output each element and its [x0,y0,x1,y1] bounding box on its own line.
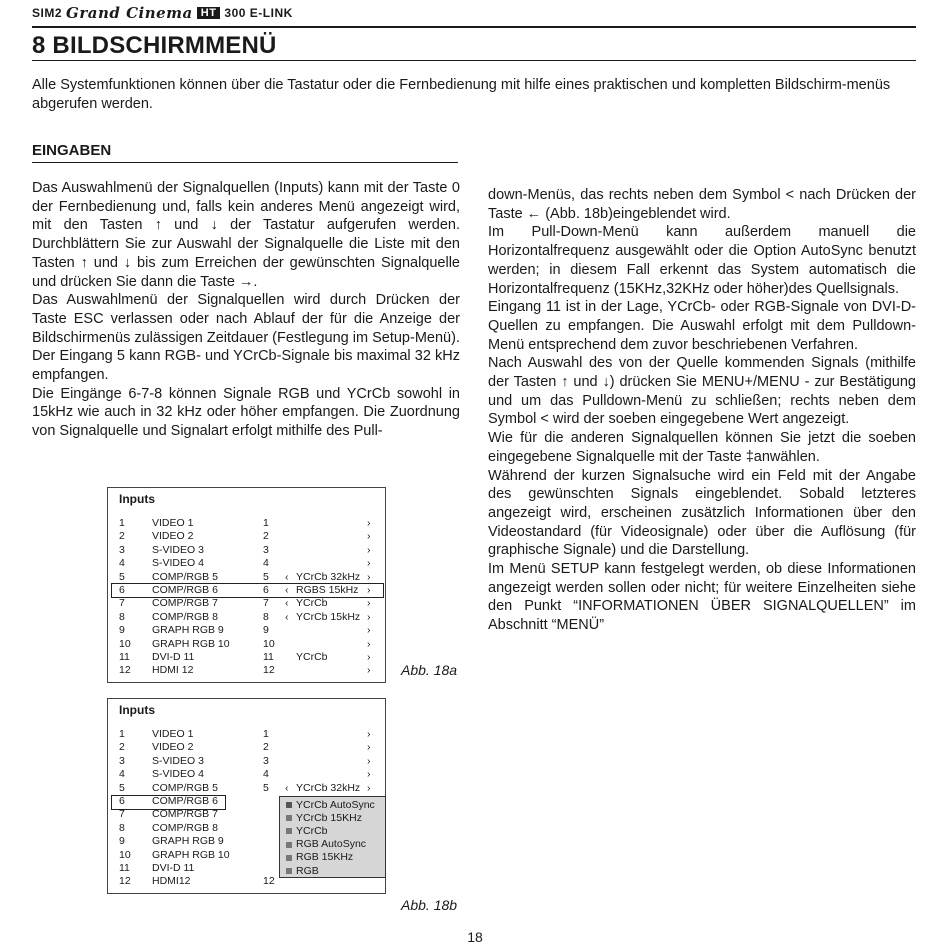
row-gt: › [367,768,371,781]
row-num: 7 [119,597,125,610]
row-gt: › [367,557,371,570]
row-name: COMP/RGB 8 [152,610,218,623]
row-val: 6 [263,584,269,596]
row-num: 12 [119,664,131,677]
intro-text: Alle Systemfunktionen können über die Tastatur oder die Fernbedienung mit hilfe eines praktischen und kompletten Bildschirm-menüs abgerufen werden. [32,77,891,112]
row-num: 1 [119,517,125,529]
row-val: 7 [263,597,269,610]
paragraph: Im Pull-Down-Menü kann außerdem manuell die Horizontalfrequenz ausgewählt oder die Option AutoSync benutzt werden; in diesem Fall erkennt das System automatisch die Horizontalfrequenz (15KHz,32KHz oder höher)des Quellsignals. [488,224,916,297]
paragraph: down-Menüs, das rechts neben dem Symbol < nach Drücken der Taste ← (Abb. 18b)eingeblendet wird. [488,187,916,222]
row-num: 6 [119,584,125,596]
row-gt: › [367,584,371,596]
inputs-menu-18a [107,487,386,683]
row-num: 10 [119,848,131,861]
row-sig: YCrCb [296,651,328,663]
row-name: COMP/RGB 6 [152,584,218,596]
row-gt: › [367,637,371,650]
paragraph: Der Eingang 5 kann RGB- und YCrCb-Signale bis maximal 32 kHz empfangen. [32,348,460,384]
row-val: 2 [263,741,269,754]
menu-row[interactable] [108,638,385,651]
paragraph: Das Auswahlmenü der Signalquellen wird durch Drücken der Taste ESC verlassen oder nach Ablauf der für die Anzeige der Bildschirmenüs zulässigen Zeitdauer (Festlegung im Setup-Menü). [32,292,460,346]
row-num: 12 [119,875,131,888]
row-lt: ‹ [285,781,289,794]
row-name: GRAPH RGB 10 [152,848,230,861]
row-name: COMP/RGB 7 [152,808,218,821]
menu-row[interactable] [108,611,385,624]
row-name: GRAPH RGB 9 [152,624,224,637]
row-num: 11 [119,862,130,874]
row-val: 4 [263,557,269,570]
bullet-icon [286,802,292,808]
row-val: 3 [263,543,269,556]
row-name: VIDEO 1 [152,728,194,740]
selection-highlight [111,795,226,810]
menu-row[interactable] [108,530,385,543]
dropdown-option[interactable] [286,865,319,877]
dropdown-option-label: RGB AutoSync [296,838,367,851]
row-val: 12 [263,875,275,888]
row-num: 10 [119,637,131,650]
menu-header: Inputs [119,703,155,717]
row-num: 4 [119,557,125,570]
menu-row[interactable] [108,557,385,570]
menu-row[interactable] [108,728,385,741]
row-val: 10 [263,637,275,650]
figure-caption-18a: Abb. 18a [401,662,458,678]
brand-sim2: SIM2 [32,6,63,20]
row-num: 3 [119,754,125,767]
menu-row[interactable] [108,664,385,677]
row-gt: › [367,543,371,556]
row-sig: YCrCb 15kHz [296,610,361,623]
row-num: 5 [119,781,125,794]
dropdown-option-label: RGB [296,864,319,877]
row-name: GRAPH RGB 10 [152,637,230,650]
row-val: 1 [263,728,269,740]
bullet-icon [286,815,292,821]
row-val: 4 [263,768,269,781]
menu-row[interactable] [108,755,385,768]
row-gt: › [367,570,371,583]
menu-row[interactable] [108,768,385,781]
row-name: S-VIDEO 3 [152,543,204,556]
row-gt: › [367,664,371,677]
paragraph: Das Auswahlmenü der Signalquellen (Inputs) kann mit der Taste 0 der Fernbedienung und, falls kein anderes Menü angezeigt wird, mit den Tasten ↑ und ↓ der Tastatur aufgerufen werden. Durchblättern Sie zur Auswahl der Signalquelle die Liste mit den Tasten ↑ und ↓ bis zum Erreichen der gewünschten Signalquelle und drücken Sie dann die Taste →. [32,180,460,290]
dropdown-option-label: YCrCb AutoSync [296,799,375,811]
row-gt: › [367,597,371,610]
row-gt: › [367,610,371,623]
paragraph: Wie für die anderen Signalquellen können Sie jetzt die soeben eingegebene Signalquelle mit der Taste ‡anwählen. [488,430,916,465]
row-val: 12 [263,664,275,677]
signal-dropdown[interactable] [279,796,386,878]
row-gt: › [367,741,371,754]
page-title: 8 BILDSCHIRMMENÜ [32,32,277,59]
row-lt: ‹ [285,597,289,610]
brand-model: 300 E-LINK [224,6,293,20]
row-num: 9 [119,624,125,637]
left-column [32,179,460,441]
menu-row[interactable] [108,571,385,584]
menu-row[interactable] [108,782,385,795]
row-name: HDMI 12 [152,664,194,677]
row-lt: ‹ [285,584,289,596]
row-val: 5 [263,781,269,794]
row-gt: › [367,624,371,637]
row-name: DVI-D 11 [152,651,195,663]
row-num: 9 [119,835,125,848]
row-num: 4 [119,768,125,781]
menu-row[interactable] [108,597,385,610]
row-num: 1 [119,728,125,740]
header-rule [32,26,916,28]
dropdown-option[interactable] [286,825,328,837]
menu-row[interactable] [108,517,385,530]
row-sig: RGBS 15kHz [296,584,359,596]
row-gt: › [367,651,371,663]
row-num: 8 [119,610,125,623]
row-val: 5 [263,570,269,583]
dropdown-option-label: RGB 15KHz [296,851,354,864]
menu-row[interactable] [108,741,385,754]
paragraph: Im Menü SETUP kann festgelegt werden, ob diese Informationen angezeigt werden sollen oder nicht; für weitere Einzelheiten siehe den Punkt “INFORMATIONEN ÜBER SIGNALQUELLEN” im Abschnitt “MENÜ” [488,561,916,634]
paragraph: Die Eingänge 6-7-8 können Signale RGB und YCrCb sowohl in 15kHz wie auch in 32 kHz oder höher empfangen. Die Zuordnung von Signalquelle und Signalart erfolgt mithilfe des Pull- [32,385,460,440]
page-number: 18 [467,929,483,945]
row-name: COMP/RGB 5 [152,781,218,794]
row-lt: ‹ [285,570,289,583]
row-name: VIDEO 1 [152,517,194,529]
paragraph: Nach Auswahl des von der Quelle kommenden Signals (mithilfe der Tasten ↑ und ↓) drücken Sie MENU+/MENU - zur Bestätigung und um das Pulldown-Menü zu schließen; rechts neben dem Symbol < wird der soeben eingegebene Wert angezeigt. [488,355,916,428]
row-name: S-VIDEO 4 [152,768,204,781]
brand-header [32,4,293,22]
brand-grand-cinema: Grand Cinema [66,4,193,22]
row-sig: YCrCb 32kHz [296,781,361,794]
row-num: 8 [119,821,125,834]
row-lt: ‹ [285,610,289,623]
right-column [488,186,916,635]
row-num: 7 [119,808,125,821]
bullet-icon [286,855,292,861]
menu-row[interactable] [108,624,385,637]
row-name: DVI-D 11 [152,862,195,874]
bullet-icon [286,828,292,834]
dropdown-option-label: YCrCb 15KHz [296,812,362,825]
section-title: EINGABEN [32,142,112,159]
row-name: COMP/RGB 6 [152,795,218,807]
section-rule [32,162,458,163]
row-name: VIDEO 2 [152,530,194,543]
row-val: 3 [263,754,269,767]
row-gt: › [367,781,371,794]
title-rule [32,60,916,61]
dropdown-option[interactable] [286,838,366,850]
paragraph: Eingang 11 ist in der Lage, YCrCb- oder RGB-Signale von DVI-D-Quellen zu empfangen. Die Auswahl erfolgt mit dem Pulldown-Menü entsprechend dem zuvor beschriebenen Verfahren. [488,299,916,353]
row-num: 2 [119,741,125,754]
inputs-menu-18b [107,698,386,894]
row-gt: › [367,517,371,529]
row-name: COMP/RGB 5 [152,570,218,583]
row-name: HDMI12 [152,875,191,888]
row-name: COMP/RGB 8 [152,821,218,834]
row-num: 5 [119,570,125,583]
menu-row[interactable] [108,651,385,664]
selection-highlight [111,583,384,598]
figure-caption-18b: Abb. 18b [401,897,458,913]
bullet-icon [286,842,292,848]
row-val: 11 [263,651,274,663]
row-sig: YCrCb [296,597,328,610]
brand-ht: HT [197,7,221,19]
row-name: COMP/RGB 7 [152,597,218,610]
row-name: S-VIDEO 3 [152,754,204,767]
row-val: 1 [263,517,269,529]
row-num: 3 [119,543,125,556]
menu-row[interactable] [108,544,385,557]
dropdown-option[interactable] [286,851,353,863]
paragraph: Während der kurzen Signalsuche wird ein Feld mit der Angabe des gewünschten Signals eingeblendet. Sobald letzteres angezeigt wird, erscheinen zusätzlich Informationen über den Videostandard (für Videosignale) oder über die Auflösung (für graphische Signale) und die Darstellung. [488,467,916,559]
row-name: GRAPH RGB 9 [152,835,224,848]
bullet-icon [286,868,292,874]
row-val: 2 [263,530,269,543]
row-name: VIDEO 2 [152,741,194,754]
row-num: 2 [119,530,125,543]
row-sig: YCrCb 32kHz [296,570,361,583]
menu-header: Inputs [119,492,155,506]
row-name: S-VIDEO 4 [152,557,204,570]
row-num: 11 [119,651,130,663]
dropdown-option-label: YCrCb [296,825,328,838]
row-val: 8 [263,610,269,623]
dropdown-option[interactable] [286,799,375,811]
row-gt: › [367,530,371,543]
row-gt: › [367,728,371,740]
dropdown-option[interactable] [286,812,362,824]
row-num: 6 [119,795,125,807]
row-gt: › [367,754,371,767]
row-val: 9 [263,624,269,637]
